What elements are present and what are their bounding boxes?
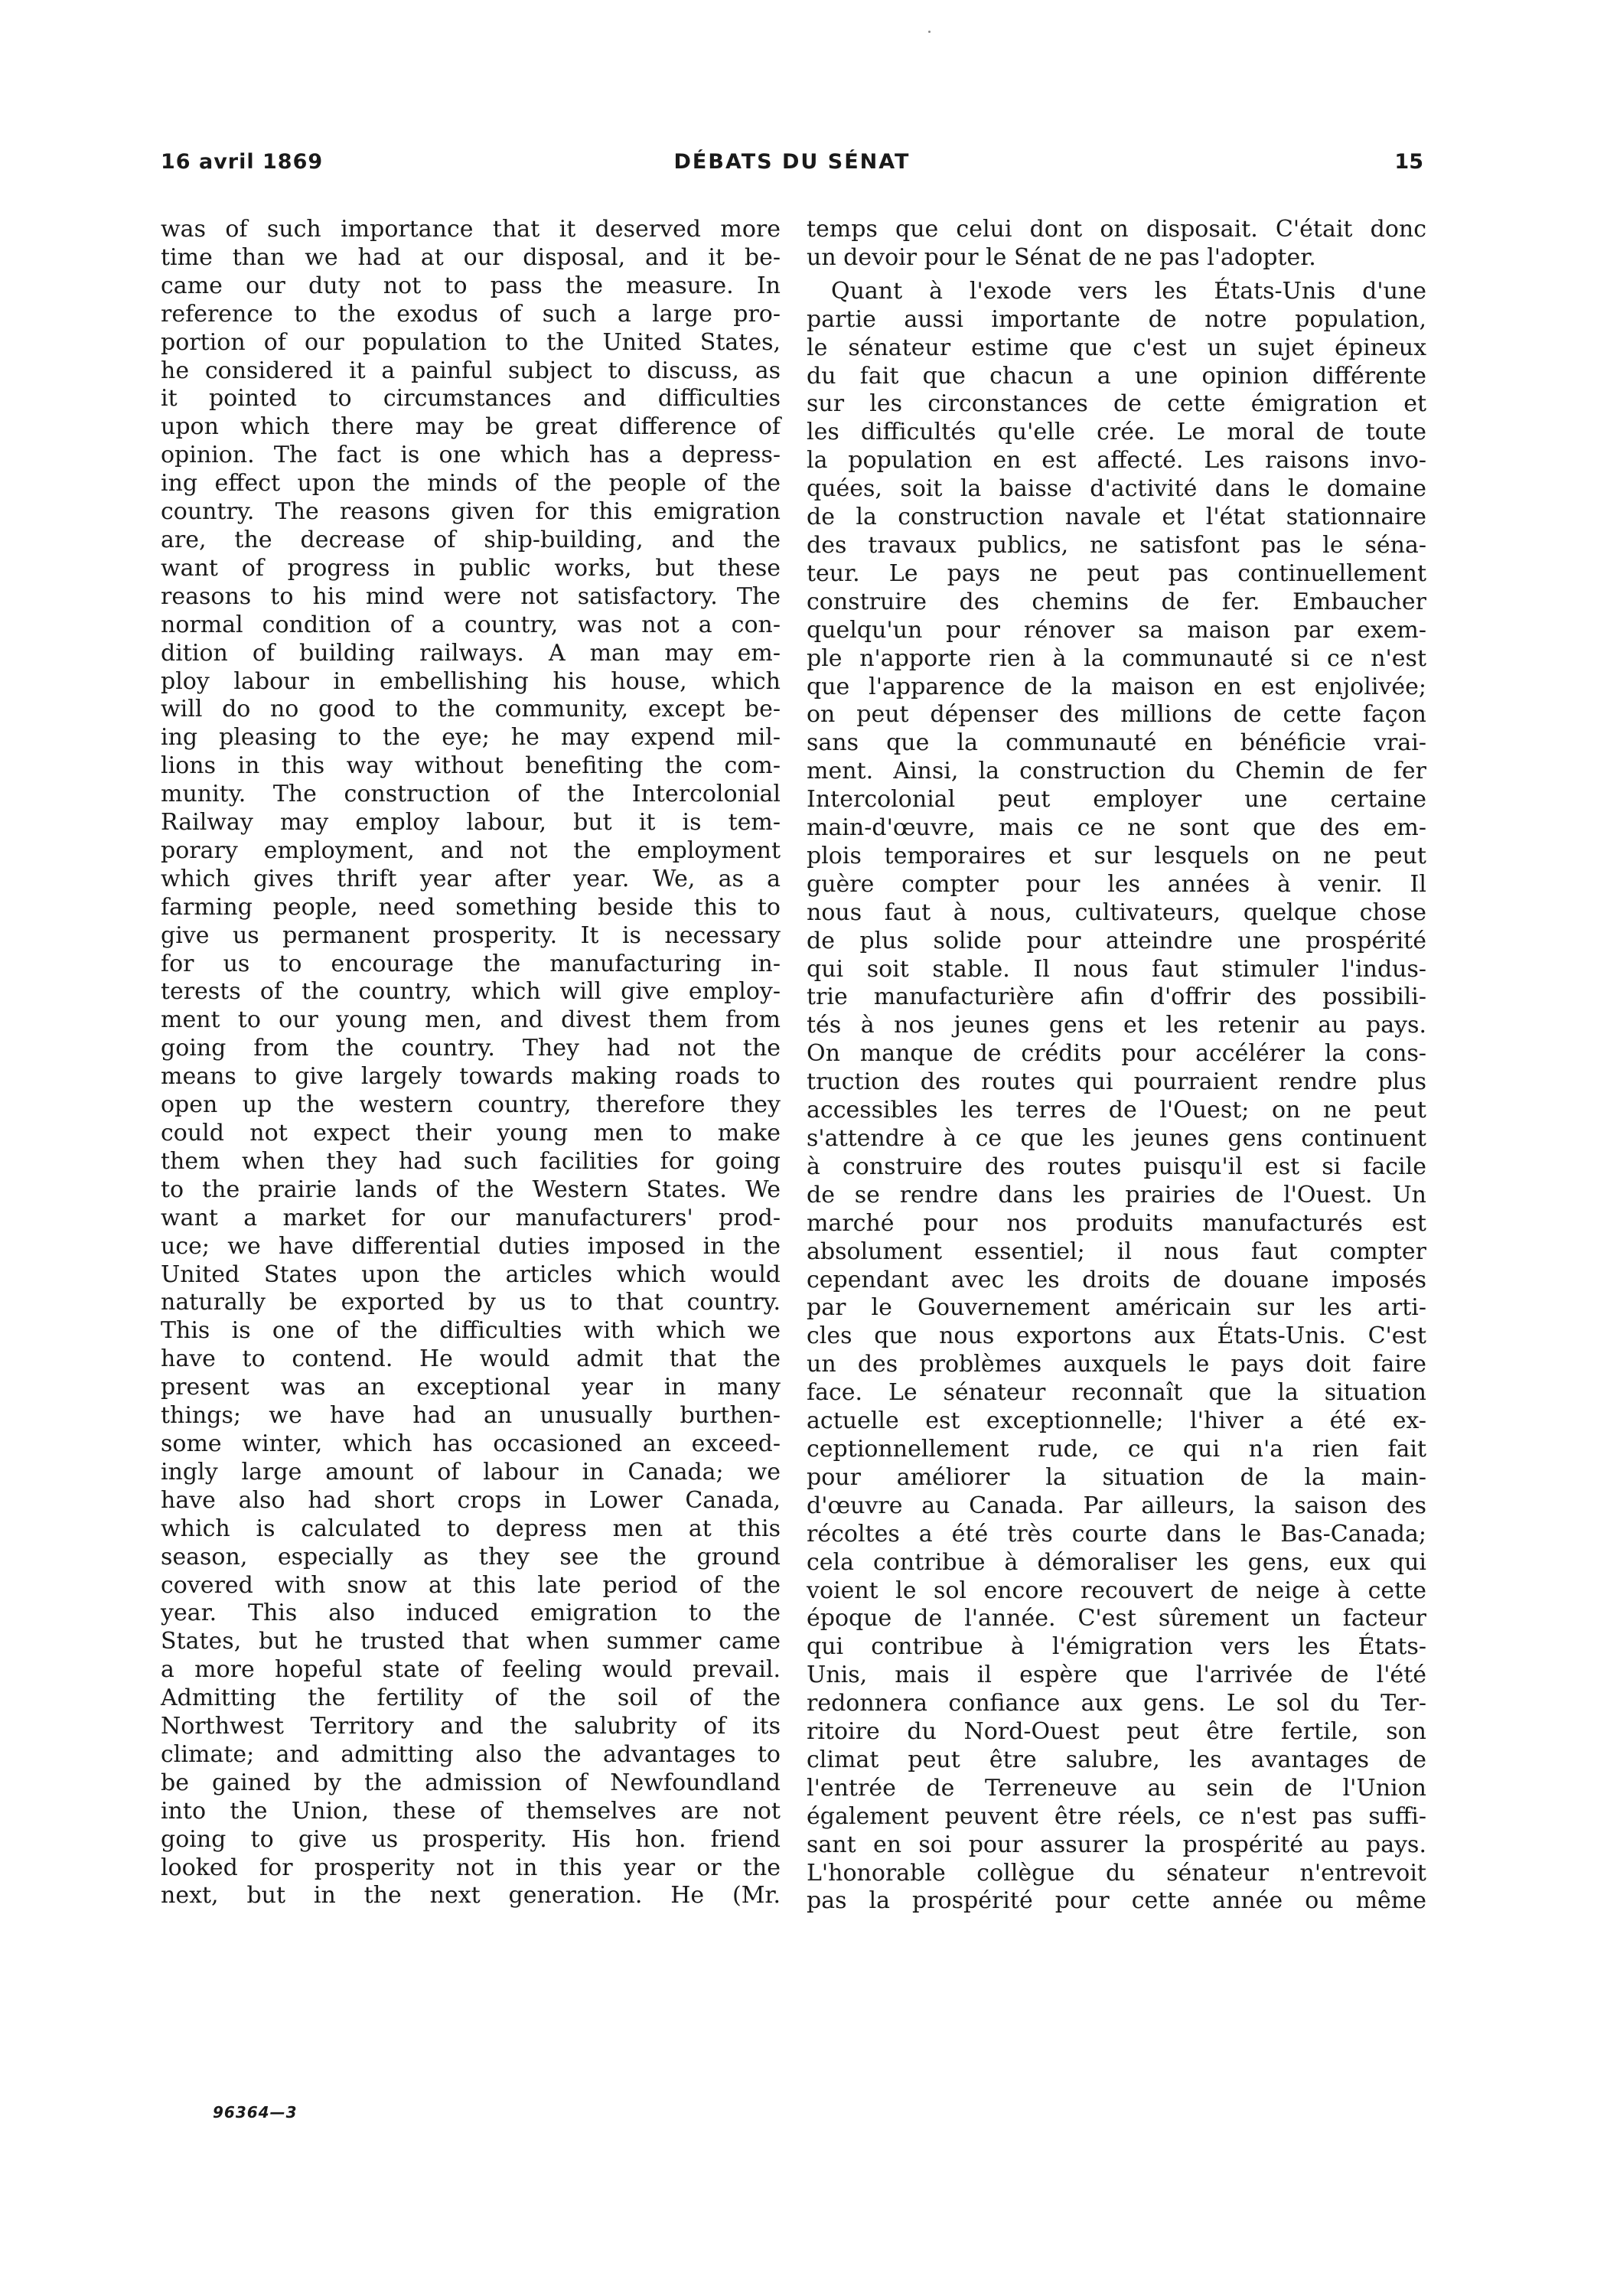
text-line: ceptionnellement rude, ce qui n'a rien fait: [807, 1435, 1426, 1463]
text-line: climate; and admitting also the advantages to: [161, 1740, 781, 1768]
text-line: Quant à l'exode vers les États-Unis d'une: [831, 277, 1426, 305]
text-line: was of such importance that it deserved more: [161, 216, 781, 243]
text-line: for us to encourage the manufacturing in-: [161, 950, 781, 977]
text-line: which gives thrift year after year. We, as a: [161, 865, 781, 892]
text-line: sur les circonstances de cette émigration et: [807, 390, 1426, 418]
text-line: ment to our young men, and divest them from: [161, 1006, 781, 1034]
text-line: main-d'œuvre, mais ce ne sont que des em-: [807, 814, 1426, 842]
text-line: tés à nos jeunes gens et les retenir au pays.: [807, 1012, 1426, 1039]
header-title: DÉBATS DU SÉNAT: [673, 150, 911, 174]
text-line: open up the western country, therefore they: [161, 1091, 781, 1119]
text-line: want of progress in public works, but these: [161, 554, 781, 582]
header-date: 16 avril 1869: [161, 150, 324, 174]
text-line: également peuvent être réels, ce n'est pas suffi-: [807, 1802, 1426, 1830]
text-line: ing pleasing to the eye; he may expend mil-: [161, 724, 781, 752]
text-line: uce; we have differential duties imposed in the: [161, 1232, 781, 1260]
text-line: naturally be exported by us to that country.: [161, 1289, 781, 1316]
text-line: Admitting the fertility of the soil of the: [161, 1684, 781, 1712]
text-line: ingly large amount of labour in Canada; we: [161, 1458, 781, 1486]
text-line: l'entrée de Terreneuve au sein de l'Union: [807, 1774, 1426, 1802]
text-line: will do no good to the community, except be-: [161, 696, 781, 723]
text-line: quées, soit la baisse d'activité dans le domaine: [807, 475, 1426, 503]
text-line: going to give us prosperity. His hon. friend: [161, 1825, 781, 1853]
text-line: nous faut à nous, cultivateurs, quelque chose: [807, 899, 1426, 926]
text-line: s'attendre à ce que les jeunes gens continuent: [807, 1125, 1426, 1152]
text-line: guère compter pour les années à venir. Il: [807, 870, 1426, 898]
text-line: into the Union, these of themselves are not: [161, 1797, 781, 1825]
text-line: This is one of the difficulties with which we: [161, 1317, 781, 1345]
text-line: trie manufacturière afin d'offrir des possibili-: [807, 983, 1426, 1011]
text-line: partie aussi importante de notre population,: [807, 305, 1426, 333]
text-line: means to give largely towards making roads to: [161, 1063, 781, 1091]
text-line: de la construction navale et l'état stationnaire: [807, 504, 1426, 531]
text-line: some winter, which has occasioned an exceed-: [161, 1430, 781, 1457]
text-line: have to contend. He would admit that the: [161, 1345, 781, 1373]
text-line: les difficultés qu'elle crée. Le moral de toute: [807, 419, 1426, 446]
text-line: qui contribue à l'émigration vers les États-: [807, 1633, 1426, 1661]
text-line: which is calculated to depress men at this: [161, 1515, 781, 1542]
text-line: present was an exceptional year in many: [161, 1374, 781, 1401]
text-line: plois temporaires et sur lesquels on ne peut: [807, 842, 1426, 869]
text-line: lions in this way without benefiting the com-: [161, 752, 781, 780]
text-line: ment. Ainsi, la construction du Chemin de fer: [807, 758, 1426, 785]
text-line: them when they had such facilities for going: [161, 1147, 781, 1175]
french-paragraph: [807, 216, 1426, 272]
page-number: 15: [1394, 150, 1423, 174]
text-line: to the prairie lands of the Western States. We: [161, 1176, 781, 1203]
text-line: country. The reasons given for this emigration: [161, 498, 781, 526]
text-line: cependant avec les droits de douane imposés: [807, 1266, 1426, 1293]
text-line: marché pour nos produits manufacturés est: [807, 1209, 1426, 1237]
text-line: United States upon the articles which would: [161, 1261, 781, 1288]
text-line: que l'apparence de la maison en est enjolivée;: [807, 673, 1426, 700]
text-line: Railway may employ labour, but it is tem-: [161, 809, 781, 837]
text-line: récoltes a été très courte dans le Bas-Canada;: [807, 1520, 1426, 1548]
text-line: d'œuvre au Canada. Par ailleurs, la saison des: [807, 1492, 1426, 1519]
text-line: truction des routes qui pourraient rendre plus: [807, 1068, 1426, 1096]
footer-code: 96364—3: [213, 2103, 298, 2122]
text-line: could not expect their young men to make: [161, 1120, 781, 1146]
text-line: du fait que chacun a une opinion différente: [807, 362, 1426, 390]
text-line: opinion. The fact is one which has a depress-: [161, 442, 781, 469]
text-line: Intercolonial peut employer une certaine: [807, 786, 1426, 814]
text-line: voient le sol encore recouvert de neige à cette: [807, 1577, 1426, 1604]
text-line: want a market for our manufacturers' prod-: [161, 1204, 781, 1231]
text-line: le sénateur estime que c'est un sujet épineux: [807, 334, 1426, 361]
text-line: it pointed to circumstances and difficulties: [161, 385, 781, 413]
text-line: things; we have had an unusually burthen-: [161, 1402, 781, 1430]
text-line: actuelle est exceptionnelle; l'hiver a été ex-: [807, 1407, 1426, 1435]
text-line: de plus solide pour atteindre une prospérité: [807, 927, 1426, 954]
text-line: cles que nous exportons aux États-Unis. C'est: [807, 1322, 1426, 1350]
text-line: came our duty not to pass the measure. In: [161, 272, 781, 299]
text-line: covered with snow at this late period of the: [161, 1571, 781, 1599]
text-line: States, but he trusted that when summer came: [161, 1628, 781, 1655]
text-line: porary employment, and not the employment: [161, 837, 781, 864]
text-line: reference to the exodus of such a large pro-: [161, 300, 781, 328]
text-line: next, but in the next generation. He (Mr.: [161, 1882, 781, 1910]
text-line: la population en est affecté. Les raisons invo-: [807, 447, 1426, 475]
text-line: farming people, need something beside this to: [161, 893, 781, 921]
text-line: be gained by the admission of Newfoundland: [161, 1769, 781, 1796]
text-line: absolument essentiel; il nous faut compter: [807, 1238, 1426, 1265]
text-line: Northwest Territory and the salubrity of its: [161, 1713, 781, 1740]
text-line: face. Le sénateur reconnaît que la situation: [807, 1379, 1426, 1407]
text-line: give us permanent prosperity. It is necessary: [161, 921, 781, 949]
text-line: des travaux publics, ne satisfont pas le séna-: [807, 531, 1426, 559]
text-line: un des problèmes auxquels le pays doit faire: [807, 1351, 1426, 1378]
text-line: ple n'apporte rien à la communauté si ce n'est: [807, 644, 1426, 672]
text-line: quelqu'un pour rénover sa maison par exem-: [807, 616, 1426, 644]
text-line: on peut dépenser des millions de cette façon: [807, 701, 1426, 729]
text-line: à construire des routes puisqu'il est si facile: [807, 1153, 1426, 1180]
text-line: pas la prospérité pour cette année ou même: [807, 1887, 1426, 1915]
text-line: de se rendre dans les prairies de l'Ouest. Un: [807, 1181, 1426, 1208]
text-line: Unis, mais il espère que l'arrivée de l'été: [807, 1662, 1426, 1689]
text-line: L'honorable collègue du sénateur n'entrevoit: [807, 1859, 1426, 1887]
text-line: portion of our population to the United States,: [161, 328, 781, 356]
text-line: sant en soi pour assurer la prospérité au pays.: [807, 1831, 1426, 1858]
text-line: un devoir pour le Sénat de ne pas l'adopter.: [807, 243, 1316, 271]
text-line: season, especially as they see the ground: [161, 1543, 781, 1570]
text-line: pour améliorer la situation de la main-: [807, 1463, 1426, 1491]
text-line: redonnera confiance aux gens. Le sol du Ter-: [807, 1690, 1426, 1717]
text-line: time than we had at our disposal, and it be-: [161, 243, 781, 271]
text-line: temps que celui dont on disposait. C'était donc: [807, 216, 1426, 243]
text-line: construire des chemins de fer. Embaucher: [807, 588, 1426, 615]
text-line: qui soit stable. Il nous faut stimuler l'indus-: [807, 955, 1426, 983]
text-line: looked for prosperity not in this year or the: [161, 1854, 781, 1881]
text-line: climat peut être salubre, les avantages de: [807, 1746, 1426, 1773]
english-column: [161, 216, 781, 1910]
text-line: dition of building railways. A man may em-: [161, 639, 781, 667]
text-line: ploy labour in embellishing his house, which: [161, 667, 781, 695]
text-line: have also had short crops in Lower Canada,: [161, 1486, 781, 1514]
text-line: normal condition of a country, was not a con-: [161, 611, 781, 638]
text-line: cela contribue à démoraliser les gens, eux qui: [807, 1548, 1426, 1576]
text-line: époque de l'année. C'est sûrement un facteur: [807, 1605, 1426, 1632]
text-line: accessibles les terres de l'Ouest; on ne peut: [807, 1097, 1426, 1124]
text-line: ritoire du Nord-Ouest peut être fertile, son: [807, 1718, 1426, 1746]
text-line: a more hopeful state of feeling would prevail.: [161, 1656, 781, 1684]
text-line: he considered it a painful subject to discuss, as: [161, 357, 781, 384]
text-line: terests of the country, which will give employ-: [161, 978, 781, 1006]
text-line: going from the country. They had not the: [161, 1035, 781, 1062]
text-line: par le Gouvernement américain sur les arti-: [807, 1294, 1426, 1322]
page-header: [161, 150, 1423, 184]
text-line: teur. Le pays ne peut pas continuellement: [807, 559, 1426, 587]
french-column: [807, 216, 1426, 1916]
text-line: are, the decrease of ship-building, and the: [161, 526, 781, 553]
text-line: reasons to his mind were not satisfactory. The: [161, 582, 781, 610]
text-line: year. This also induced emigration to the: [161, 1600, 781, 1627]
text-line: munity. The construction of the Intercolonial: [161, 781, 781, 808]
text-line: sans que la communauté en bénéficie vrai-: [807, 729, 1426, 757]
text-line: On manque de crédits pour accélérer la cons-: [807, 1040, 1426, 1068]
french-paragraph: [807, 278, 1426, 1916]
text-line: upon which there may be great difference of: [161, 413, 781, 441]
text-line: ing effect upon the minds of the people of the: [161, 470, 781, 497]
scan-speck: [928, 31, 931, 33]
